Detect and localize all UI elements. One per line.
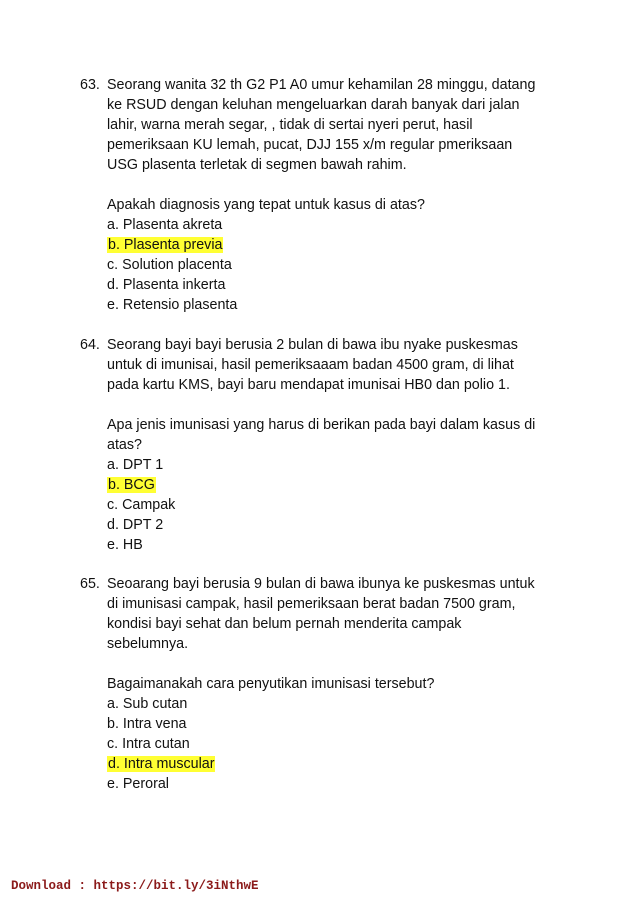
option-d: d. DPT 2 <box>107 517 164 533</box>
stem-line: pada kartu KMS, bayi baru mendapat imunisai HB0 dan polio 1. <box>107 377 510 393</box>
option-b <box>107 475 580 495</box>
option-c: c. Solution placenta <box>107 257 232 273</box>
stem-line: ke RSUD dengan keluhan mengeluarkan darah banyak dari jalan <box>107 97 520 113</box>
question-body <box>107 574 580 794</box>
stem-line: Seorang wanita 32 th G2 P1 A0 umur kehamilan 28 minggu, datang <box>107 77 536 93</box>
question-number: 64. <box>80 337 100 353</box>
option-d: d. Plasenta inkerta <box>107 277 226 293</box>
question-body <box>107 335 580 555</box>
stem-line: kondisi bayi sehat dan belum pernah menderita campak <box>107 616 462 632</box>
option-d <box>107 754 580 774</box>
stem-line: USG plasenta terletak di segmen bawah rahim. <box>107 157 407 173</box>
stem-line: sebelumnya. <box>107 636 189 652</box>
stem-line: untuk di imunisai, hasil pemeriksaaam badan 4500 gram, di lihat <box>107 357 514 373</box>
question-64 <box>80 335 580 555</box>
stem-line: Seorang bayi bayi berusia 2 bulan di bawa ibu nyake puskesmas <box>107 337 518 353</box>
question-body <box>107 75 580 315</box>
option-b: b. Intra vena <box>107 716 187 732</box>
option-c: c. Intra cutan <box>107 736 190 752</box>
prompt-line: Bagaimanakah cara penyutikan imunisasi tersebut? <box>107 676 435 692</box>
option-b <box>107 235 580 255</box>
highlighted-answer: d. Intra muscular <box>108 756 215 772</box>
question-number: 63. <box>80 77 100 93</box>
highlighted-answer: b. BCG <box>108 477 155 493</box>
option-e: e. HB <box>107 537 143 553</box>
option-c: c. Campak <box>107 497 176 513</box>
question-65 <box>80 574 580 794</box>
option-a: a. Sub cutan <box>107 696 188 712</box>
question-number: 65. <box>80 576 100 592</box>
option-e: e. Retensio plasenta <box>107 297 238 313</box>
stem-line: lahir, warna merah segar, , tidak di sertai nyeri perut, hasil <box>107 117 473 133</box>
stem-line: Seoarang bayi berusia 9 bulan di bawa ibunya ke puskesmas untuk <box>107 576 535 592</box>
stem-line: pemeriksaan KU lemah, pucat, DJJ 155 x/m regular pmeriksaan <box>107 137 513 153</box>
question-63 <box>80 75 580 315</box>
prompt-line: Apa jenis imunisasi yang harus di berikan pada bayi dalam kasus di <box>107 417 536 433</box>
prompt-line: Apakah diagnosis yang tepat untuk kasus di atas? <box>107 197 425 213</box>
stem-line: di imunisasi campak, hasil pemeriksaan berat badan 7500 gram, <box>107 596 516 612</box>
highlighted-answer: b. Plasenta previa <box>108 237 223 253</box>
download-link[interactable]: Download : https://bit.ly/3iNthwE <box>11 879 259 893</box>
option-a: a. Plasenta akreta <box>107 217 223 233</box>
prompt-line: atas? <box>107 437 142 453</box>
option-a: a. DPT 1 <box>107 457 164 473</box>
option-e: e. Peroral <box>107 776 169 792</box>
